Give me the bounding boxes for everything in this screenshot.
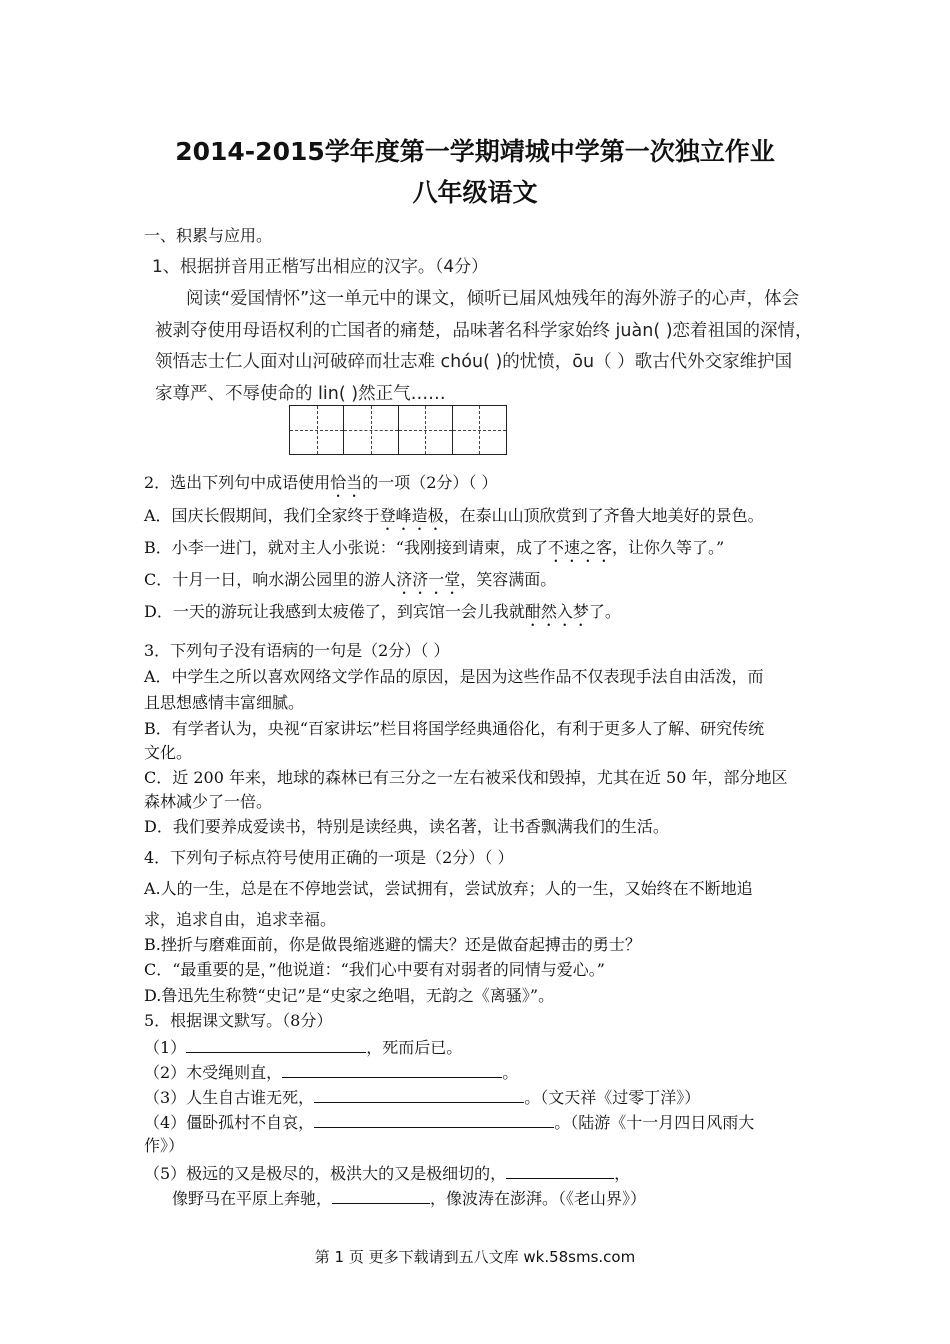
q4-line: A.人的一生，总是在不停地尝试，尝试拥有，尝试放弃；人的一生，又始终在不断地追 bbox=[144, 879, 753, 898]
q3-line: C．近 200 年来，地球的森林已有三分之一左右被采伐和毁掉，尤其在近 50 年，部分地区 bbox=[144, 768, 788, 787]
q1-line-3: 领悟志士仁人面对山河破碎而壮志难 chóu( )的忧愤，ōu（ ）歌古代外交家维护国 bbox=[155, 352, 793, 372]
answer-cell[interactable] bbox=[290, 406, 344, 454]
q3-line: D．我们要养成爱读书，特别是读经典，读名著，让书香飘满我们的生活。 bbox=[144, 817, 669, 836]
page-footer: 第 1 页 更多下载请到五八文库 wk.58sms.com bbox=[314, 1248, 636, 1266]
q2-option-b: B．小李一进门，就对主人小张说：“我刚接到请柬，成了不速之客，让你久等了。” bbox=[144, 538, 725, 557]
q1-line-1: 阅读“爱国情怀”这一单元中的课文，倾听已届风烛残年的海外游子的心声，体会 bbox=[186, 289, 800, 309]
q4-prompt: 4．下列句子标点符号使用正确的一项是（2分）（ ） bbox=[144, 848, 514, 867]
q4-line: C．“最重要的是，”他说道：“我们心中要有对弱者的同情与爱心。” bbox=[144, 960, 605, 979]
q5-item-1: （1） ，死而后已。 bbox=[144, 1035, 462, 1059]
q5-item-5: （5）极远的又是极尽的，极洪大的又是极细切的， ， bbox=[144, 1161, 630, 1185]
answer-cell[interactable] bbox=[344, 406, 398, 454]
fill-blank[interactable] bbox=[314, 1110, 554, 1128]
answer-cell[interactable] bbox=[453, 406, 506, 454]
q3-line: 且思想感情丰富细腻。 bbox=[144, 693, 305, 712]
fill-blank[interactable] bbox=[314, 1085, 524, 1103]
q5-item-4-cont: 作》） bbox=[144, 1136, 185, 1155]
q1-line-4: 家尊严、不辱使命的 lin( )然正气…… bbox=[155, 384, 446, 404]
q4-line: B.挫折与磨难面前，你是做畏缩逃避的懦夫？还是做奋起搏击的勇士？ bbox=[144, 935, 641, 954]
fill-blank[interactable] bbox=[282, 1060, 502, 1078]
q2-prompt: 2．选出下列句中成语使用恰当的一项（2分）（ ） bbox=[144, 473, 498, 492]
section-heading: 一、积累与应用。 bbox=[144, 226, 273, 245]
q1-line-2: 被剥夺使用母语权利的亡国者的痛楚，品味著名科学家始终 juàn( )恋着祖国的深情， bbox=[155, 321, 813, 341]
q1-prompt: 1、根据拼音用正楷写出相应的汉字。（4分） bbox=[152, 257, 489, 277]
q3-prompt: 3．下列句子没有语病的一句是（2分）（ ） bbox=[144, 641, 450, 660]
fill-blank[interactable] bbox=[186, 1035, 366, 1053]
q5-item-5-line2: 像野马在平原上奔驰， ，像波涛在澎湃。（《老山界》） bbox=[172, 1186, 646, 1210]
q3-line: 森林减少了一倍。 bbox=[144, 792, 273, 811]
q5-item-3: （3）人生自古谁无死， 。（文天祥《过零丁洋》） bbox=[144, 1085, 700, 1109]
q4-line: 求，追求自由，追求幸福。 bbox=[144, 910, 337, 929]
q2-option-a: A．国庆长假期间，我们全家终于登峰造极，在泰山山顶欣赏到了齐鲁大地美好的景色。 bbox=[144, 506, 764, 525]
q2-option-c: C．十月一日，响水湖公园里的游人济济一堂，笑容满面。 bbox=[144, 570, 557, 589]
answer-cell[interactable] bbox=[399, 406, 453, 454]
q3-line: 文化。 bbox=[144, 743, 193, 762]
fill-blank[interactable] bbox=[506, 1161, 614, 1179]
fill-blank[interactable] bbox=[332, 1186, 430, 1204]
q5-item-2: （2）木受绳则直， 。 bbox=[144, 1060, 518, 1084]
page-subtitle: 八年级语文 bbox=[412, 178, 538, 207]
q3-line: A．中学生之所以喜欢网络文学作品的原因，是因为这些作品不仅表现手法自由活泼，而 bbox=[144, 667, 764, 686]
q2-option-d: D．一天的游玩让我感到太疲倦了，到宾馆一会儿我就酣然入梦了。 bbox=[144, 602, 621, 621]
q4-line: D.鲁迅先生称赞“史记”是“史家之绝唱，无韵之《离骚》”。 bbox=[144, 986, 555, 1005]
page-title: 2014-2015学年度第一学期靖城中学第一次独立作业 bbox=[175, 137, 775, 166]
answer-grid[interactable] bbox=[289, 405, 507, 455]
q5-item-4: （4）僵卧孤村不自哀， 。（陆游《十一月四日风雨大 bbox=[144, 1110, 754, 1134]
q5-prompt: 5．根据课文默写。（8分） bbox=[144, 1011, 333, 1030]
q3-line: B．有学者认为，央视“百家讲坛”栏目将国学经典通俗化，有利于更多人了解、研究传统 bbox=[144, 719, 765, 738]
